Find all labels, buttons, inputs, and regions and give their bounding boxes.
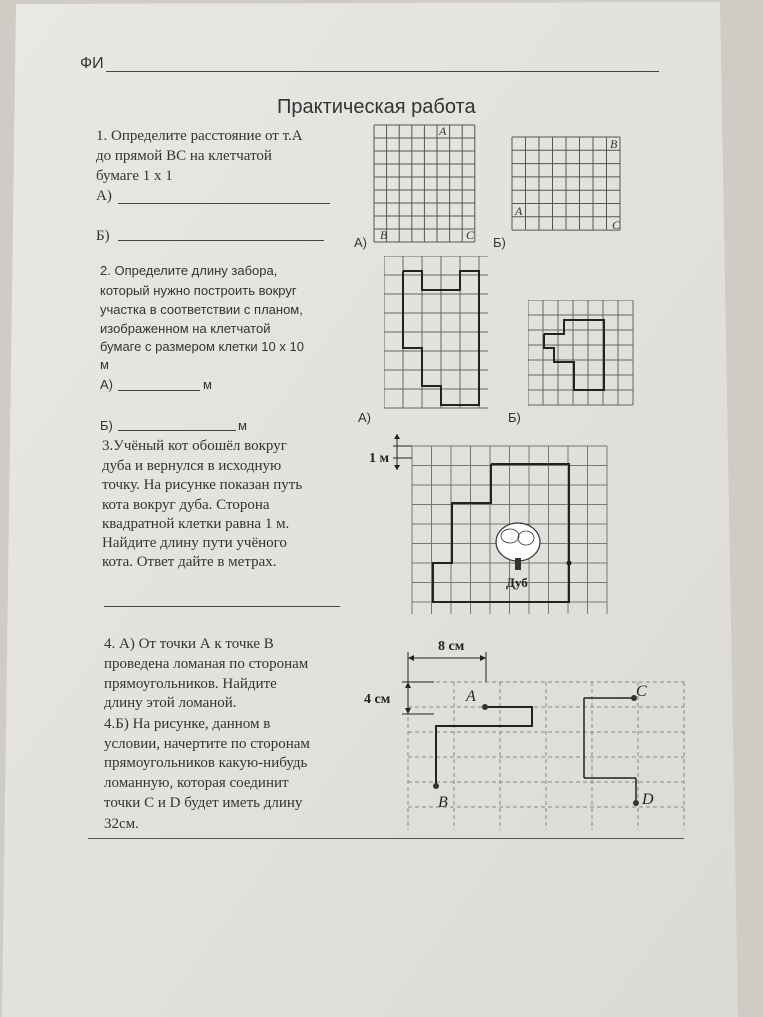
- task4-rectangles-figure: [358, 630, 692, 830]
- task2-line: изображенном на клетчатой: [100, 321, 271, 336]
- task2-answer-a-line[interactable]: [118, 390, 200, 391]
- task2-line: бумаге с размером клетки 10 х 10: [100, 339, 304, 354]
- task4-line: 32см.: [104, 816, 139, 832]
- task4-line: условии, начертите по сторонам: [104, 736, 310, 752]
- task4-line: проведена ломаная по сторонам: [104, 656, 309, 672]
- task4-line: прямоугольников какую-нибудь: [104, 755, 308, 771]
- fio-label: ФИ: [80, 55, 104, 72]
- task2-line: 2. Определите длину забора,: [100, 263, 278, 278]
- height-label: 4 см: [364, 692, 391, 707]
- point-c-label: C: [612, 218, 621, 232]
- task2-fig-b-label: Б): [508, 410, 521, 425]
- point-b-label: B: [380, 228, 388, 242]
- task1-answer-b-line[interactable]: [118, 240, 324, 241]
- task4-line: прямоугольников. Найдите: [104, 676, 277, 692]
- task2-fig-a-label: А): [358, 410, 371, 425]
- fio-input-line[interactable]: [106, 71, 659, 72]
- point-b: [433, 783, 439, 789]
- task1-answer-a-label: А): [96, 188, 112, 204]
- scale-label: 1 м: [369, 451, 390, 466]
- point-d-label: D: [642, 791, 654, 808]
- task3-cat-path-figure: [364, 430, 610, 614]
- point-b-label: B: [438, 794, 448, 811]
- task2-plan-a: [384, 256, 488, 416]
- task1-line: бумаге 1 х 1: [96, 168, 173, 184]
- task1-fig-a-label: А): [354, 235, 367, 250]
- task4-line: точки C и D будет иметь длину: [104, 795, 303, 811]
- task2-line: участка в соответствии с планом,: [100, 302, 303, 317]
- task1-answer-b-label: Б): [96, 228, 110, 244]
- task4-line: 4. А) От точки А к точке В: [104, 636, 274, 652]
- task2-answer-a-label: А): [100, 377, 113, 392]
- task2-plan-b: [528, 300, 636, 410]
- task3-line: кота. Ответ дайте в метрах.: [102, 554, 277, 570]
- task2-answer-b-unit: м: [238, 418, 247, 433]
- task1-line: 1. Определите расстояние от т.А: [96, 128, 303, 144]
- point-a-label: A: [515, 204, 523, 218]
- task1-grid-b: [510, 135, 626, 233]
- polyline-a-b: [436, 707, 532, 786]
- task3-line: квадратной клетки равна 1 м.: [102, 516, 290, 532]
- page-title: Практическая работа: [277, 96, 476, 118]
- task2-line: который нужно построить вокруг: [100, 283, 297, 298]
- point-b-label: B: [610, 137, 618, 151]
- point-a: [482, 704, 488, 710]
- bottom-rule: [88, 838, 684, 839]
- point-a-label: A: [439, 124, 447, 138]
- task2-line: м: [100, 357, 109, 372]
- width-label: 8 см: [438, 639, 465, 654]
- task3-line: 3.Учёный кот обошёл вокруг: [102, 438, 287, 454]
- point-c-label: C: [466, 228, 475, 242]
- task2-answer-b-label: Б): [100, 418, 113, 433]
- point-c-label: C: [636, 683, 647, 700]
- task4-line: ломанную, которая соединит: [104, 775, 289, 791]
- task3-line: точку. На рисунке показан путь: [102, 477, 303, 493]
- task1-line: до прямой ВС на клетчатой: [96, 148, 272, 164]
- task3-line: Найдите длину пути учёного: [102, 535, 287, 551]
- task3-answer-line[interactable]: [104, 606, 340, 607]
- task2-answer-a-unit: м: [203, 377, 212, 392]
- task1-grid-a: [372, 123, 478, 244]
- task4-line: 4.Б) На рисунке, данном в: [104, 716, 271, 732]
- task3-line: дуба и вернулся в исходную: [102, 458, 282, 474]
- point-a-label: A: [466, 688, 476, 705]
- task3-line: кота вокруг дуба. Сторона: [102, 497, 270, 513]
- task1-answer-a-line[interactable]: [118, 203, 330, 204]
- start-point: [567, 561, 572, 566]
- tree-label: Дуб: [506, 575, 528, 590]
- task4-line: длину этой ломаной.: [104, 695, 237, 711]
- task2-answer-b-line[interactable]: [118, 430, 236, 431]
- point-d: [633, 800, 639, 806]
- task1-fig-b-label: Б): [493, 235, 506, 250]
